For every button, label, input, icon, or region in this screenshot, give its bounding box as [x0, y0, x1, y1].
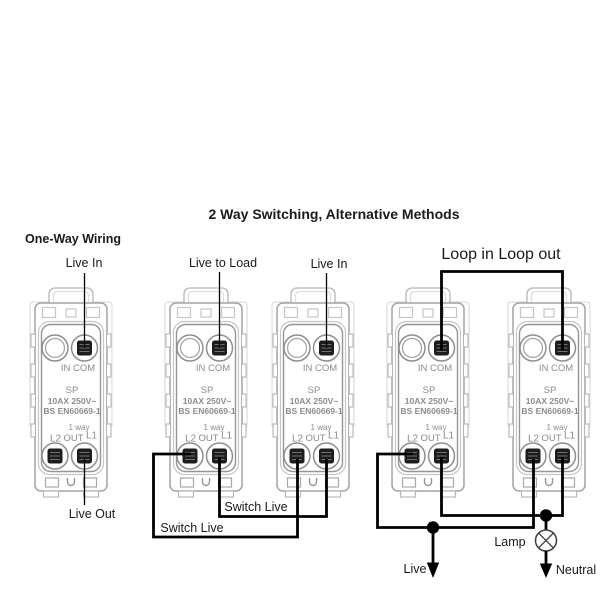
live-arrow-icon [427, 563, 439, 579]
wiring-diagram-canvas: IN COM SP 10AX 250V~ BS EN60669-1 1 way L2 OUT L1 One-Way Wiring 2 Way Switching, Alternative Methods Loop in Loop out Live In Live Out Live to Load Live In Switch Live Switch Live Live Lamp Neutral [8, 75, 597, 577]
label-switch-live-lower: Switch Live [160, 521, 224, 535]
label-live-out: Live Out [68, 507, 116, 521]
lamp-icon [536, 530, 557, 551]
label-switch-live-upper: Switch Live [224, 500, 288, 514]
label-live-in-mid: Live In [310, 257, 348, 271]
switch-module-loop-right [508, 288, 590, 497]
switch-module-2way-right [272, 288, 354, 497]
switch-module-loop-left [387, 288, 469, 497]
switch-module-2way-left [165, 288, 247, 497]
label-lamp: Lamp [494, 535, 526, 549]
label-neutral: Neutral [555, 563, 597, 577]
loop-title: Loop in Loop out [441, 246, 561, 263]
label-live: Live [403, 562, 427, 576]
switch-module-one-way [30, 288, 112, 497]
label-live-to-load: Live to Load [188, 256, 258, 270]
page-title: 2 Way Switching, Alternative Methods [208, 206, 460, 222]
one-way-title: One-Way Wiring [25, 232, 121, 246]
neutral-arrow-icon [540, 564, 552, 579]
label-live-in-left: Live In [65, 256, 103, 270]
